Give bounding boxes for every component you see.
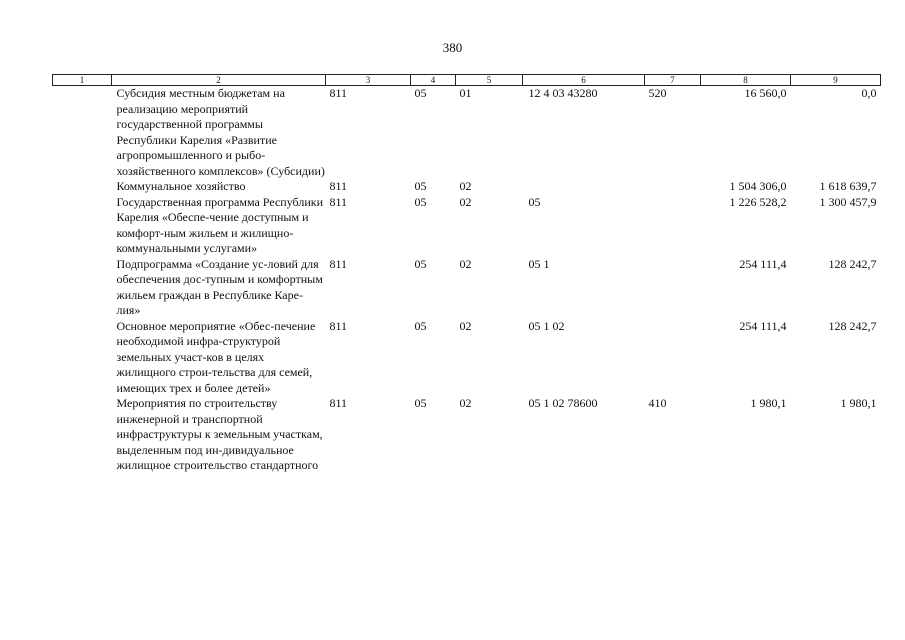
- row-name-cell: Коммунальное хозяйство: [116, 179, 246, 193]
- target-article-cell: 05 1 02: [528, 318, 565, 333]
- header-col-1: 1: [53, 75, 112, 86]
- section-code-cell: 05: [414, 86, 427, 100]
- target-article-cell: [523, 179, 645, 195]
- header-col-8: 8: [701, 75, 791, 86]
- table-row: [53, 179, 881, 195]
- row-name-cell: Государственная программа Республики Карелия «Обеспе-чение доступным и комфорт-ным жильем и жилищно-коммунальными услугами»: [116, 194, 324, 255]
- section-code-cell: 05: [414, 318, 427, 333]
- amount-year-2-cell: 1 300 457,9: [819, 194, 877, 209]
- amount-year-2-cell: 128 242,7: [828, 256, 877, 271]
- header-col-2: 2: [112, 75, 326, 86]
- amount-year-1-cell: 16 560,0: [744, 86, 787, 100]
- row-name-cell: Основное мероприятие «Обес-печение необходимой инфра-структурой земельных участ-ков в целях жилищного строи-тельства для семей, имеющих трех и более детей»: [116, 318, 316, 395]
- amount-year-2-cell: 1 980,1: [840, 396, 877, 410]
- subsection-code-cell: 02: [459, 318, 472, 333]
- subsection-code-cell: 01: [459, 86, 472, 100]
- amount-year-2-cell: 0,0: [861, 86, 877, 100]
- row-name-cell: Мероприятия по строительству инженерной и транспортной инфраструктуры к земельным участкам, выделенным под ин-дивидуальное жилищное строительство стандартного: [116, 396, 323, 472]
- budget-table: [52, 74, 881, 474]
- subsection-code-cell: 02: [459, 256, 472, 271]
- ministry-code-cell: 811: [329, 179, 348, 193]
- expense-type-cell: [645, 257, 701, 319]
- target-article-cell: 05 1 02 78600: [528, 396, 598, 410]
- expense-type-cell: [645, 195, 701, 257]
- row-number-cell: [53, 319, 112, 397]
- amount-year-1-cell: 254 111,4: [739, 256, 787, 271]
- ministry-code-cell: 811: [329, 86, 348, 100]
- table-row: [53, 257, 881, 319]
- header-col-5: 5: [456, 75, 523, 86]
- page-number: 380: [442, 40, 463, 55]
- header-col-9: 9: [791, 75, 881, 86]
- header-col-3: 3: [326, 75, 411, 86]
- table-row: [53, 396, 881, 474]
- section-code-cell: 05: [414, 256, 427, 271]
- section-code-cell: 05: [414, 396, 427, 410]
- header-col-7: 7: [645, 75, 701, 86]
- amount-year-1-cell: 1 226 528,2: [729, 194, 787, 209]
- section-code-cell: 05: [414, 179, 427, 193]
- amount-year-2-cell: 1 618 639,7: [819, 179, 877, 193]
- ministry-code-cell: 811: [329, 396, 348, 410]
- target-article-cell: 05 1: [528, 256, 550, 271]
- ministry-code-cell: 811: [329, 256, 348, 271]
- row-number-cell: [53, 86, 112, 180]
- amount-year-2-cell: 128 242,7: [828, 318, 877, 333]
- row-number-cell: [53, 257, 112, 319]
- subsection-code-cell: 02: [459, 194, 472, 209]
- row-number-cell: [53, 195, 112, 257]
- amount-year-1-cell: 1 980,1: [750, 396, 787, 410]
- subsection-code-cell: 02: [459, 179, 472, 193]
- row-number-cell: [53, 179, 112, 195]
- table-row: [53, 195, 881, 257]
- row-number-cell: [53, 396, 112, 474]
- amount-year-1-cell: 1 504 306,0: [729, 179, 787, 193]
- expense-type-cell: [645, 179, 701, 195]
- table-row: [53, 86, 881, 180]
- target-article-cell: 05: [528, 194, 541, 209]
- expense-type-cell: [645, 319, 701, 397]
- ministry-code-cell: 811: [329, 194, 348, 209]
- subsection-code-cell: 02: [459, 396, 472, 410]
- section-code-cell: 05: [414, 194, 427, 209]
- expense-type-cell: 520: [648, 86, 667, 100]
- table-row: [53, 319, 881, 397]
- row-name-cell: Подпрограмма «Создание ус-ловий для обеспечения дос-тупным и комфортным жильем граждан в Республике Каре-лия»: [116, 256, 323, 317]
- header-row: [53, 75, 881, 86]
- expense-type-cell: 410: [648, 396, 667, 410]
- ministry-code-cell: 811: [329, 318, 348, 333]
- target-article-cell: 12 4 03 43280: [528, 86, 598, 100]
- header-col-6: 6: [523, 75, 645, 86]
- header-col-4: 4: [411, 75, 456, 86]
- amount-year-1-cell: 254 111,4: [739, 318, 787, 333]
- row-name-cell: Субсидия местным бюджетам на реализацию мероприятий государственной программы Республики Карелия «Развитие агропромышленного и рыбо-хозяйственного комплексов» (Субсидии): [116, 86, 325, 178]
